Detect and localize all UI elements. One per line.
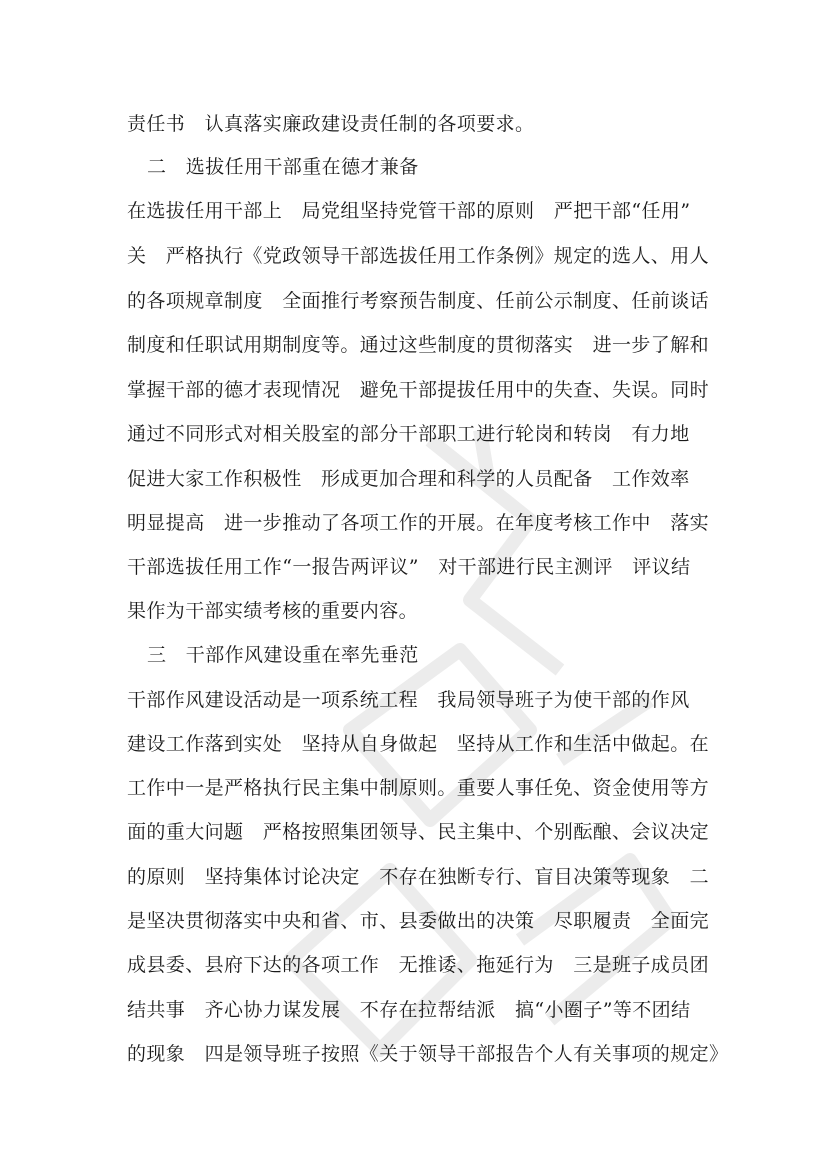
doc-line-1: 责任书 认真落实廉政建设责任制的各项要求。 bbox=[127, 113, 535, 135]
doc-line-4: 关 严格执行《党政领导干部选拔任用工作条例》规定的选人、用人 bbox=[127, 245, 710, 267]
doc-line-14: 干部作风建设活动是一项系统工程 我局领导班子为使干部的作风 bbox=[127, 689, 690, 711]
doc-line-21: 结共事 齐心协力谋发展 不存在拉帮结派 搞“小圈子”等不团结 bbox=[127, 999, 691, 1021]
doc-line-16: 工作中一是严格执行民主集中制原则。重要人事任免、资金使用等方 bbox=[127, 777, 710, 799]
doc-line-18: 的原则 坚持集体讨论决定 不存在独断专行、盲目决策等现象 二 bbox=[127, 866, 710, 888]
doc-line-20: 成县委、县府下达的各项工作 无推诿、拖延行为 三是班子成员团 bbox=[127, 954, 710, 976]
section-heading-2: 二 选拔任用干部重在德才兼备 bbox=[147, 156, 419, 178]
doc-line-12: 果作为干部实绩考核的重要内容。 bbox=[127, 600, 419, 622]
doc-line-17: 面的重大问题 严格按照集团领导、民主集中、个别酝酿、会议决定 bbox=[127, 821, 710, 843]
doc-line-15: 建设工作落到实处 坚持从自身做起 坚持从工作和生活中做起。在 bbox=[127, 733, 710, 755]
doc-line-11: 干部选拔任用工作“一报告两评议” 对干部进行民主测评 评议结 bbox=[127, 556, 691, 578]
doc-line-5: 的各项规章制度 全面推行考察预告制度、任前公示制度、任前谈话 bbox=[127, 290, 710, 312]
doc-line-8: 通过不同形式对相关股室的部分干部职工进行轮岗和转岗 有力地 bbox=[127, 423, 690, 445]
section-heading-3: 三 干部作风建设重在率先垂范 bbox=[147, 644, 419, 666]
doc-line-22: 的现象 四是领导班子按照《关于领导干部报告个人有关事项的规定》 bbox=[127, 1043, 729, 1065]
doc-line-3: 在选拔任用干部上 局党组坚持党管干部的原则 严把干部“任用” bbox=[127, 200, 691, 222]
doc-line-19: 是坚决贯彻落实中央和省、市、县委做出的决策 尽职履责 全面完 bbox=[127, 910, 710, 932]
doc-line-6: 制度和任职试用期制度等。通过这些制度的贯彻落实 进一步了解和 bbox=[127, 334, 710, 356]
doc-line-9: 促进大家工作积极性 形成更加合理和科学的人员配备 工作效率 bbox=[127, 468, 690, 490]
doc-line-7: 掌握干部的德才表现情况 避免干部提拔任用中的失查、失误。同时 bbox=[127, 379, 710, 401]
doc-line-10: 明显提高 进一步推动了各项工作的开展。在年度考核工作中 落实 bbox=[127, 512, 710, 534]
